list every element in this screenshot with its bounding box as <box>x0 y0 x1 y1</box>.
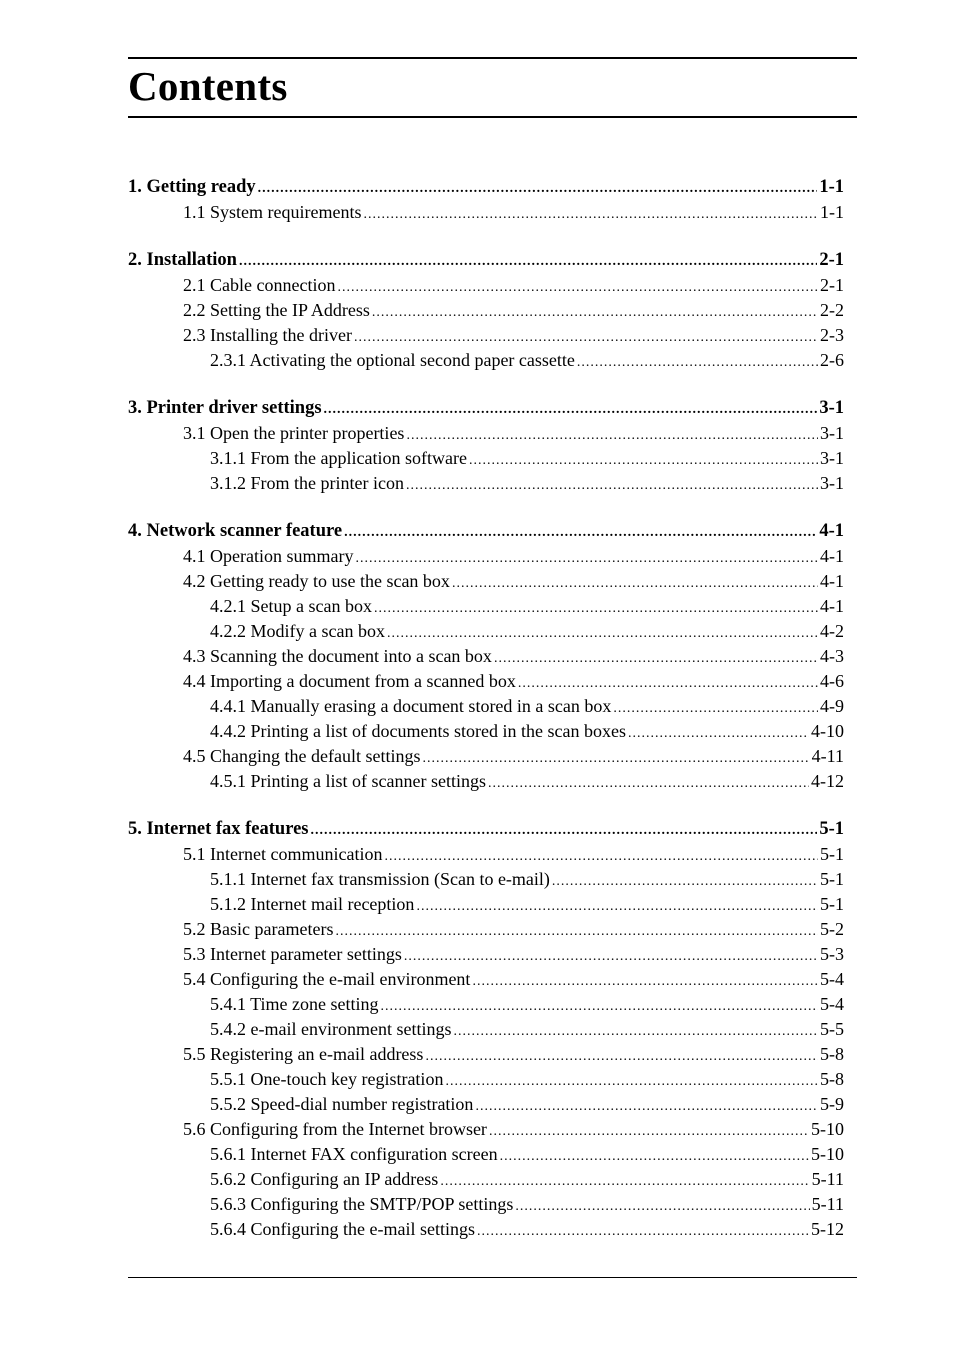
toc-section-entry <box>183 744 844 768</box>
toc-dot-leader <box>469 449 818 473</box>
toc-page-number: 3-1 <box>820 448 844 468</box>
toc-entry-title: 3.1.2 From the printer icon <box>210 473 404 493</box>
toc-entry-title: 3.1.1 From the application software <box>210 448 467 468</box>
toc-dot-leader <box>374 597 818 621</box>
toc-page-number: 5-1 <box>820 894 844 914</box>
toc-page-number: 4-6 <box>820 671 844 691</box>
toc-section-entry <box>210 348 844 372</box>
toc-dot-leader <box>354 326 818 350</box>
toc-dot-leader <box>406 424 818 448</box>
toc-dot-leader <box>452 572 818 596</box>
toc-dot-leader <box>404 945 818 969</box>
toc-page-number: 3-1 <box>819 398 844 418</box>
toc-dot-leader <box>425 1045 818 1069</box>
toc-entry-title: 1.1 System requirements <box>183 202 362 222</box>
toc-dot-leader <box>335 920 818 944</box>
toc-page-number: 3-1 <box>820 423 844 443</box>
toc-chapter-entry <box>128 396 844 420</box>
toc-entry-title: 2.1 Cable connection <box>183 275 336 295</box>
toc-entry-title: 1. Getting ready <box>128 177 256 197</box>
toc-entry-title: 4.3 Scanning the document into a scan box <box>183 646 492 666</box>
toc-dot-leader <box>381 995 818 1019</box>
toc-dot-leader <box>472 970 818 994</box>
toc-entry-title: 5.5 Registering an e-mail address <box>183 1044 424 1064</box>
toc-page-number: 5-1 <box>819 819 844 839</box>
toc-page-number: 4-1 <box>820 546 844 566</box>
toc-entry-title: 4. Network scanner feature <box>128 521 343 541</box>
toc-dot-leader <box>258 177 818 201</box>
toc-entry-title: 4.5 Changing the default settings <box>183 746 421 766</box>
toc-page-number: 5-1 <box>820 869 844 889</box>
toc-page-number: 5-8 <box>820 1069 844 1089</box>
toc-section-entry <box>210 719 844 743</box>
toc-page-number: 5-11 <box>811 1169 844 1189</box>
toc-dot-leader <box>453 1020 818 1044</box>
title-rule <box>128 116 857 118</box>
toc-entry-title: 4.4.2 Printing a list of documents stored in the scan boxes <box>210 721 626 741</box>
toc-section-entry <box>210 594 844 618</box>
toc-dot-leader <box>422 747 809 771</box>
toc-section-entry <box>183 421 844 445</box>
toc-entry-title: 5.1.2 Internet mail reception <box>210 894 415 914</box>
toc-entry-title: 3. Printer driver settings <box>128 398 322 418</box>
toc-section-entry <box>210 1192 844 1216</box>
toc-page-number: 5-8 <box>820 1044 844 1064</box>
toc-entry-title: 2.3 Installing the driver <box>183 325 352 345</box>
toc-dot-leader <box>416 895 818 919</box>
toc-page-number: 5-5 <box>820 1019 844 1039</box>
toc-entry-title: 4.2.2 Modify a scan box <box>210 621 385 641</box>
toc-entry-title: 4.1 Operation summary <box>183 546 354 566</box>
toc-entry-title: 5.1.1 Internet fax transmission (Scan to e-mail) <box>210 869 550 889</box>
toc-entry-title: 4.4.1 Manually erasing a document stored in a scan box <box>210 696 612 716</box>
toc-page-number: 5-3 <box>820 944 844 964</box>
toc-entry-title: 5.4 Configuring the e-mail environment <box>183 969 471 989</box>
toc-page-number: 4-10 <box>811 721 844 741</box>
toc-page-number: 3-1 <box>820 473 844 493</box>
toc-dot-leader <box>613 697 818 721</box>
top-rule <box>128 57 857 59</box>
toc-page-number: 4-12 <box>811 771 844 791</box>
toc-dot-leader <box>500 1145 809 1169</box>
toc-dot-leader <box>311 819 818 843</box>
toc-dot-leader <box>577 351 818 375</box>
toc-entry-title: 2.3.1 Activating the optional second paper cassette <box>210 350 575 370</box>
toc-dot-leader <box>387 622 818 646</box>
toc-page-number: 4-3 <box>820 646 844 666</box>
toc-dot-leader <box>477 1220 809 1244</box>
toc-page-number: 4-11 <box>811 746 844 766</box>
toc-dot-leader <box>628 722 809 746</box>
toc-entry-title: 5.5.1 One-touch key registration <box>210 1069 444 1089</box>
toc-page-number: 2-3 <box>820 325 844 345</box>
toc-page-number: 5-4 <box>820 969 844 989</box>
toc-dot-leader <box>406 474 818 498</box>
toc-chapter-entry <box>128 817 844 841</box>
toc-section-entry <box>183 942 844 966</box>
toc-section-entry <box>210 619 844 643</box>
toc-entry-title: 2.2 Setting the IP Address <box>183 300 370 320</box>
toc-entry-title: 5.2 Basic parameters <box>183 919 334 939</box>
toc-page-number: 4-1 <box>820 571 844 591</box>
toc-page-number: 2-1 <box>820 275 844 295</box>
toc-dot-leader <box>344 521 817 545</box>
toc-page-number: 1-1 <box>819 177 844 197</box>
toc-dot-leader <box>355 547 818 571</box>
toc-section-entry <box>183 273 844 297</box>
toc-section-entry <box>183 544 844 568</box>
toc-entry-title: 4.4 Importing a document from a scanned box <box>183 671 516 691</box>
toc-page-number: 5-11 <box>811 1194 844 1214</box>
toc-section-entry <box>210 769 844 793</box>
toc-page-number: 5-4 <box>820 994 844 1014</box>
toc-entry-title: 5.4.1 Time zone setting <box>210 994 379 1014</box>
toc-entry-title: 5.5.2 Speed-dial number registration <box>210 1094 474 1114</box>
toc-entry-title: 4.2 Getting ready to use the scan box <box>183 571 450 591</box>
toc-section-entry <box>210 992 844 1016</box>
toc-section-entry <box>183 200 844 224</box>
toc-section-entry <box>183 569 844 593</box>
toc-section-entry <box>183 323 844 347</box>
toc-section-entry <box>210 1092 844 1116</box>
toc-section-entry <box>210 1067 844 1091</box>
toc-page-number: 5-9 <box>820 1094 844 1114</box>
toc-dot-leader <box>372 301 818 325</box>
toc-page-number: 5-10 <box>811 1119 844 1139</box>
toc-section-entry <box>183 842 844 866</box>
toc-section-entry <box>183 644 844 668</box>
toc-entry-title: 2. Installation <box>128 250 237 270</box>
toc-entry-title: 5.1 Internet communication <box>183 844 383 864</box>
toc-section-entry <box>183 1117 844 1141</box>
toc-page-number: 4-1 <box>819 521 844 541</box>
toc-dot-leader <box>552 870 818 894</box>
toc-dot-leader <box>488 772 809 796</box>
toc-page-number: 4-1 <box>820 596 844 616</box>
toc-section-entry <box>210 1017 844 1041</box>
toc-dot-leader <box>475 1095 818 1119</box>
toc-section-entry <box>210 471 844 495</box>
toc-page-number: 4-9 <box>820 696 844 716</box>
toc-page-number: 2-6 <box>820 350 844 370</box>
toc-entry-title: 5.3 Internet parameter settings <box>183 944 402 964</box>
toc-section-entry <box>183 1042 844 1066</box>
toc-page-number: 5-12 <box>811 1219 844 1239</box>
toc-section-entry <box>183 669 844 693</box>
toc-entry-title: 5.6.4 Configuring the e-mail settings <box>210 1219 475 1239</box>
toc-section-entry <box>183 298 844 322</box>
toc-section-entry <box>210 694 844 718</box>
toc-page-number: 1-1 <box>820 202 844 222</box>
page-title: Contents <box>128 63 288 109</box>
toc-entry-title: 3.1 Open the printer properties <box>183 423 405 443</box>
toc-entry-title: 5.6.3 Configuring the SMTP/POP settings <box>210 1194 514 1214</box>
toc-chapter-entry <box>128 248 844 272</box>
toc-section-entry <box>210 1167 844 1191</box>
toc-entry-title: 5.4.2 e-mail environment settings <box>210 1019 452 1039</box>
toc-dot-leader <box>384 845 818 869</box>
bottom-rule <box>128 1277 857 1278</box>
toc-entry-title: 5.6.1 Internet FAX configuration screen <box>210 1144 498 1164</box>
toc-dot-leader <box>518 672 818 696</box>
toc-dot-leader <box>489 1120 809 1144</box>
toc-section-entry <box>210 867 844 891</box>
toc-page-number: 2-2 <box>820 300 844 320</box>
toc-dot-leader <box>515 1195 809 1219</box>
toc-page-number: 4-2 <box>820 621 844 641</box>
toc-section-entry <box>210 1217 844 1241</box>
toc-page-number: 5-2 <box>820 919 844 939</box>
toc-dot-leader <box>494 647 818 671</box>
toc-entry-title: 4.5.1 Printing a list of scanner settings <box>210 771 486 791</box>
toc-section-entry <box>183 917 844 941</box>
toc-dot-leader <box>337 276 818 300</box>
toc-page-number: 2-1 <box>819 250 844 270</box>
toc-dot-leader <box>363 203 818 227</box>
toc-dot-leader <box>445 1070 818 1094</box>
toc-section-entry <box>183 967 844 991</box>
toc-section-entry <box>210 1142 844 1166</box>
toc-entry-title: 5.6.2 Configuring an IP address <box>210 1169 439 1189</box>
toc-entry-title: 4.2.1 Setup a scan box <box>210 596 372 616</box>
toc-section-entry <box>210 892 844 916</box>
toc-page-number: 5-10 <box>811 1144 844 1164</box>
toc-section-entry <box>210 446 844 470</box>
toc-dot-leader <box>324 398 818 422</box>
toc-dot-leader <box>440 1170 809 1194</box>
toc-entry-title: 5. Internet fax features <box>128 819 309 839</box>
toc-dot-leader <box>239 250 817 274</box>
toc-chapter-entry <box>128 175 844 199</box>
toc-chapter-entry <box>128 519 844 543</box>
toc-entry-title: 5.6 Configuring from the Internet browser <box>183 1119 487 1139</box>
toc-page-number: 5-1 <box>820 844 844 864</box>
